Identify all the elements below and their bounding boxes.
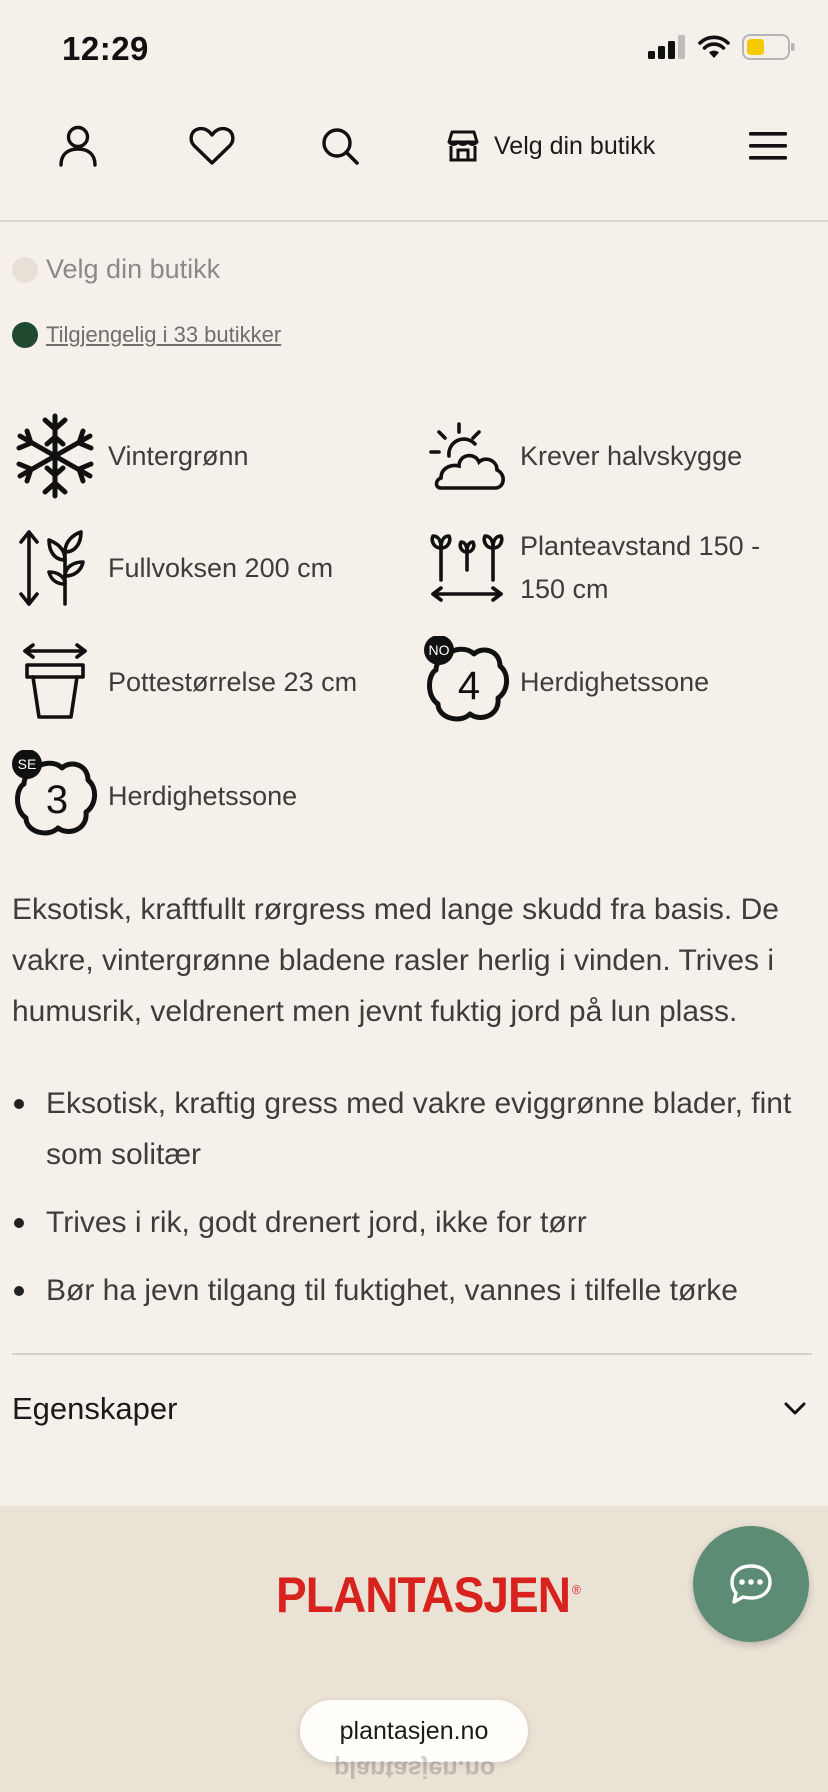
section-divider <box>12 1353 812 1355</box>
hardiness-zone-se-badge <box>12 750 98 842</box>
stock-availability <box>12 322 281 348</box>
highlight-item: Bør ha jevn tilgang til fuktighet, vannes i tilfelle tørke <box>12 1265 812 1316</box>
plant-spacing-icon <box>424 522 510 614</box>
product-description: Eksotisk, kraftfullt rørgress med lange skudd fra basis. De vakre, vintergrønne bladene rasler herlig i vinden. Trives i humusrik, veldrenert men jevnt fuktig jord på lun plass. <box>12 893 779 1028</box>
attribute-hardiness-se <box>12 750 297 842</box>
status-icons <box>648 34 796 60</box>
attribute-light-label: Krever halvskygge <box>520 440 743 471</box>
battery-icon <box>742 34 796 60</box>
attribute-light <box>424 410 742 502</box>
attribute-evergreen-label: Vintergrønn <box>108 440 249 471</box>
store-availability-select[interactable] <box>12 254 220 285</box>
registered-mark: ® <box>571 1582 580 1598</box>
attribute-spacing-line1: Planteavstand 150 - <box>520 531 761 561</box>
attribute-height-label: Fullvoksen 200 cm <box>108 552 334 583</box>
favorites-button[interactable] <box>188 122 236 170</box>
zone-se-value: 3 <box>45 778 69 822</box>
attribute-height <box>12 522 333 614</box>
select-store-button[interactable] <box>446 122 655 170</box>
zone-se-country: SE <box>17 756 37 772</box>
search-icon <box>320 126 360 166</box>
attribute-pot-size <box>12 636 357 728</box>
hardiness-zone-no-badge <box>424 636 510 728</box>
attribute-spacing-label <box>510 525 760 611</box>
account-button[interactable] <box>54 122 102 170</box>
site-header <box>0 92 828 222</box>
snowflake-icon <box>12 410 98 502</box>
attribute-hardiness-se-label: Herdighetssone <box>108 780 298 811</box>
partly-cloudy-icon <box>424 410 510 502</box>
browser-url-pill[interactable] <box>300 1700 528 1762</box>
status-bar <box>0 0 828 92</box>
store-select-label: Velg din butikk <box>46 254 221 284</box>
plantasjen-logo[interactable] <box>276 1566 580 1624</box>
menu-button[interactable] <box>744 122 792 170</box>
attribute-pot-size-label: Pottestørrelse 23 cm <box>108 666 358 697</box>
attribute-spacing <box>424 522 760 614</box>
url-reflection: plantasjen.no <box>334 1755 496 1783</box>
product-highlights <box>12 1078 812 1333</box>
attribute-evergreen <box>12 410 249 502</box>
attribute-spacing-line2: 150 cm <box>520 574 609 604</box>
plant-height-icon <box>12 522 98 614</box>
properties-accordion-title: Egenskaper <box>12 1391 178 1426</box>
account-icon <box>58 125 98 167</box>
stock-status-dot <box>12 322 38 348</box>
select-store-label: Velg din butikk <box>494 131 656 160</box>
browser-url: plantasjen.no <box>339 1716 489 1745</box>
highlight-item: Trives i rik, godt drenert jord, ikke for tørr <box>12 1197 812 1248</box>
attribute-hardiness-no <box>424 636 709 728</box>
store-status-dot <box>12 257 38 283</box>
highlight-item: Eksotisk, kraftig gress med vakre eviggrønne blader, fint som solitær <box>12 1078 812 1180</box>
attribute-hardiness-no-label: Herdighetssone <box>520 666 710 697</box>
zone-no-country: NO <box>428 642 450 658</box>
zone-no-value: 4 <box>457 664 481 708</box>
pot-icon <box>12 636 98 728</box>
chat-icon <box>728 1562 774 1606</box>
battery-level <box>747 39 764 55</box>
heart-icon <box>189 126 235 166</box>
signal-icon <box>648 35 686 59</box>
wifi-icon <box>698 35 730 59</box>
chevron-down-icon <box>784 1402 806 1416</box>
store-icon <box>446 129 480 163</box>
properties-accordion[interactable] <box>12 1376 812 1442</box>
stock-availability-link[interactable]: Tilgjengelig i 33 butikker <box>46 322 282 347</box>
menu-icon <box>749 131 787 161</box>
status-time: 12:29 <box>62 30 149 67</box>
chat-button[interactable] <box>693 1526 809 1642</box>
logo-text: PLANTASJEN <box>276 1567 571 1623</box>
search-button[interactable] <box>316 122 364 170</box>
